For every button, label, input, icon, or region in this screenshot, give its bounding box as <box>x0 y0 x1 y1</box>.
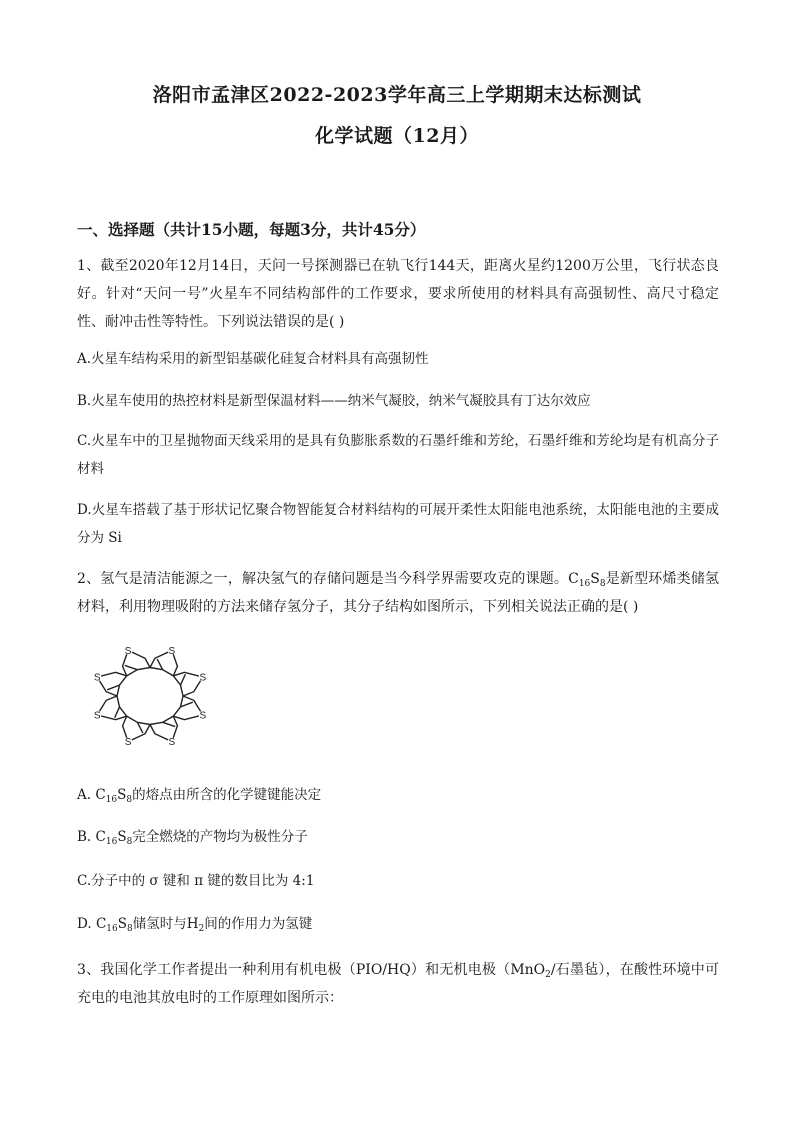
question-2-option-d: D. $C_{16}S_8$储氢时与$H_2$间的作用力为氢键 <box>77 916 313 934</box>
formula-c16s8: $C_{16}S_8$ <box>568 571 606 589</box>
thiophene-ring <box>173 696 203 720</box>
sulfur-atom-label: S <box>124 645 132 657</box>
sulfur-atom-label: S <box>168 645 176 657</box>
formula-c16s8: $C_{16}S_8$ <box>95 916 133 934</box>
exam-subtitle: 化学试题（12月） <box>315 125 479 147</box>
question-2-option-b: B. $C_{16}S_8$完全燃烧的产物均为极性分子 <box>77 829 308 847</box>
ring-bond <box>137 722 142 733</box>
section-heading: 一、选择题（共计15小题，每题3分，共计45分） <box>77 220 426 239</box>
question-1-option-a: A.火星车结构采用的新型铝基碳化硅复合材料具有高强韧性 <box>77 351 429 367</box>
question-1-stem: 1、截至2020年12月14日，天问一号探测器已在轨飞行144天，距离火星约1200万公里，飞行状态良好。针对“天问一号”火星车不同结构部件的工作要求，要求所使用的材料具有高强韧性、高尺寸稳定性、耐冲击性等特性。下列说法错误的是( ) <box>77 258 719 330</box>
sulfur-atom-label: S <box>199 710 207 722</box>
thiophene-ring <box>173 672 203 696</box>
sulfur-atom-label: S <box>168 737 176 749</box>
sulfur-atom-label: S <box>93 672 101 684</box>
ring-bond <box>157 659 162 670</box>
sulfur-atom-label: S <box>124 737 132 749</box>
question-1-option-b: B.火星车使用的热控材料是新型保温材料——纳米气凝胶，纳米气凝胶具有丁达尔效应 <box>77 393 591 409</box>
ring-bond <box>163 722 176 726</box>
question-2-stem: 2、氢气是清洁能源之一，解决氢气的存储问题是当今科学界需要攻克的课题。$C_{16}S_8$是新型环烯类储氢材料，利用物理吸附的方法来储存氢分子，其分子结构如图所示，下列相关说法正确的是( ) <box>77 571 720 615</box>
question-2-option-c: C.分子中的 σ 键和 π 键的数目比为 4:1 <box>77 873 315 889</box>
molecule-structure-diagram <box>88 638 212 754</box>
sulfur-atom-label: S <box>93 710 101 722</box>
ring-bond <box>125 665 138 669</box>
question-1-option-c: C.火星车中的卫星抛物面天线采用的是具有负膨胀系数的石墨纤维和芳纶，石墨纤维和芳纶均是有机高分子材料 <box>77 433 719 477</box>
question-1-option-d: D.火星车搭载了基于形状记忆聚合物智能复合材料结构的可展开柔性太阳能电池系统，太阳能电池的主要成分为 Si <box>77 502 719 546</box>
exam-title: 洛阳市孟津区2022-2023学年高三上学期期末达标测试 <box>152 84 642 106</box>
ring-bond <box>180 674 185 685</box>
formula-c16s8: $C_{16}S_8$ <box>95 787 133 805</box>
ring-bond <box>107 685 119 690</box>
thiophene-ring <box>97 696 127 720</box>
question-3-stem: 3、我国化学工作者提出一种利用有机电极（PIO/HQ）和无机电极（MnO$_2$/石墨毡），在酸性环境中可充电的电池其放电时的工作原理如图所示： <box>77 962 719 1006</box>
ring-bond <box>115 707 120 718</box>
formula-c16s8: $C_{16}S_8$ <box>95 829 133 847</box>
central-ring <box>117 668 183 725</box>
thiophene-ring <box>97 672 127 696</box>
question-2-option-a: A. $C_{16}S_8$的熔点由所含的化学键键能决定 <box>77 787 322 805</box>
sulfur-atom-label: S <box>199 672 207 684</box>
ring-bond <box>180 702 192 707</box>
